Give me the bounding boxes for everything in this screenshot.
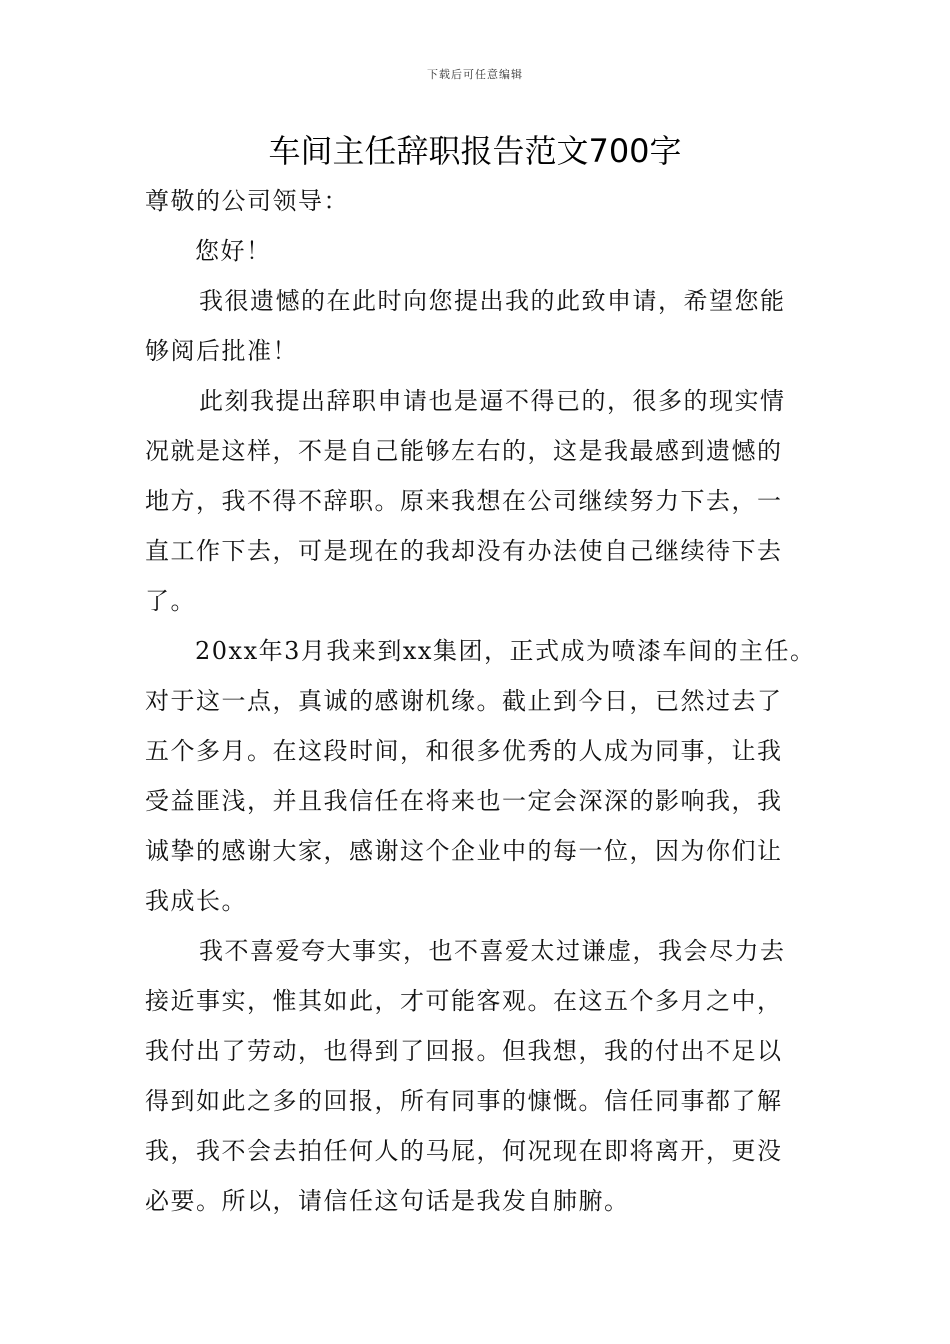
paragraph-line: 直工作下去，可是现在的我却没有办法使自己继续待下去 [145, 537, 783, 565]
paragraph-line: 我，我不会去拍任何人的马屁，何况现在即将离开，更没 [145, 1137, 783, 1165]
paragraph-2 [145, 376, 807, 626]
paragraph-line: 接近事实，惟其如此，才可能客观。在这五个多月之中， [145, 987, 783, 1015]
paragraph-1 [145, 276, 807, 376]
paragraph-line: 我付出了劳动，也得到了回报。但我想，我的付出不足以 [145, 1037, 783, 1065]
paragraph-line: 况就是这样，不是自己能够左右的，这是我最感到遗憾的 [145, 437, 783, 465]
letter-body [145, 176, 816, 1226]
paragraph-line: 对于这一点，真诚的感谢机缘。截止到今日，已然过去了 [145, 687, 783, 715]
paragraph-line: 我成长。 [145, 887, 247, 915]
paragraph-line: 此刻我提出辞职申请也是逼不得已的，很多的现实情 [199, 387, 786, 415]
paragraph-line: 我不喜爱夸大事实，也不喜爱太过谦虚，我会尽力去 [199, 937, 786, 965]
paragraph-line: 必要。所以，请信任这句话是我发自肺腑。 [145, 1187, 630, 1215]
paragraph-3 [145, 626, 816, 926]
salutation: 尊敬的公司领导： [145, 187, 349, 215]
paragraph-line: 20xx年3月我来到xx集团，正式成为喷漆车间的主任。 [195, 637, 816, 665]
paragraph-line: 我很遗憾的在此时向您提出我的此致申请，希望您能 [199, 287, 786, 315]
paragraph-line: 五个多月。在这段时间，和很多优秀的人成为同事，让我 [145, 737, 783, 765]
document-title: 车间主任辞职报告范文700字 [268, 132, 682, 170]
paragraph-line: 地方，我不得不辞职。原来我想在公司继续努力下去，一 [145, 487, 783, 515]
paragraph-line: 了。 [145, 587, 196, 615]
header-note: 下载后可任意编辑 [427, 68, 523, 81]
greeting: 您好！ [195, 237, 272, 265]
paragraph-line: 得到如此之多的回报，所有同事的慷慨。信任同事都了解 [145, 1087, 783, 1115]
paragraph-4 [145, 926, 807, 1226]
paragraph-line: 够阅后批准！ [145, 337, 298, 365]
paragraph-line: 诚挚的感谢大家，感谢这个企业中的每一位，因为你们让 [145, 837, 783, 865]
paragraph-line: 受益匪浅，并且我信任在将来也一定会深深的影响我，我 [145, 787, 783, 815]
